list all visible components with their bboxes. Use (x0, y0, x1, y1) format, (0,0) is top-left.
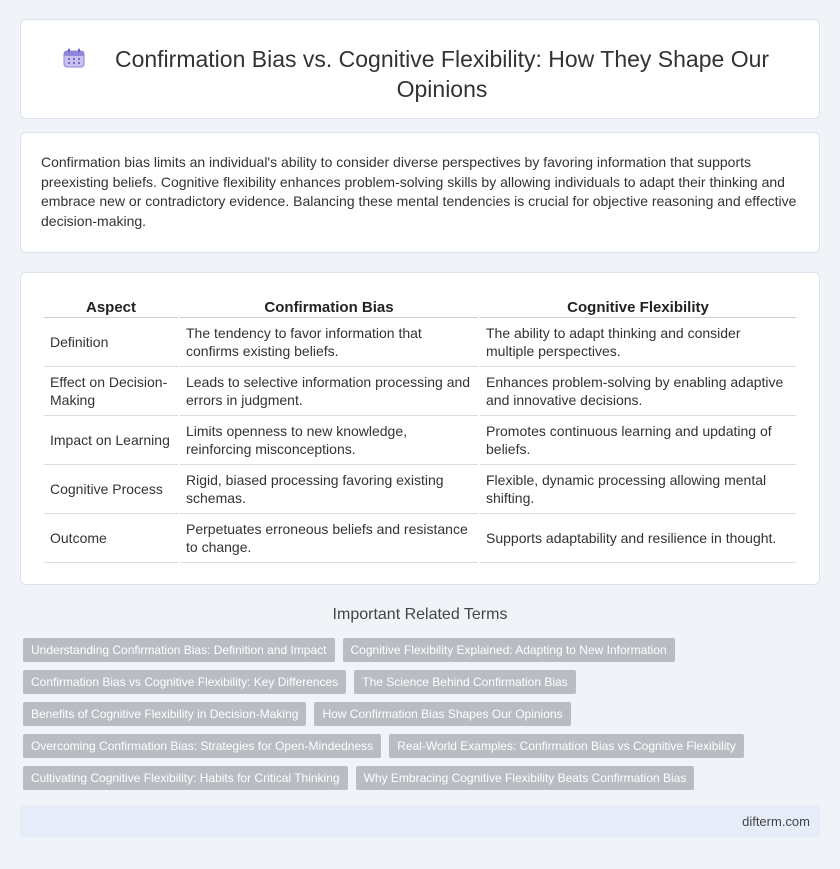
table-row (44, 514, 796, 563)
intro-card (20, 132, 820, 253)
cognitive-flexibility-cell: Enhances problem-solving by enabling adaptive and innovative decisions. (480, 367, 796, 416)
confirmation-bias-cell: Leads to selective information processing and errors in judgment. (180, 367, 478, 416)
related-term-link[interactable]: Why Embracing Cognitive Flexibility Beats Confirmation Bias (356, 766, 695, 790)
header-cognitive-flexibility: Cognitive Flexibility (480, 296, 796, 318)
aspect-cell: Impact on Learning (44, 416, 178, 465)
aspect-cell: Definition (44, 318, 178, 367)
cognitive-flexibility-cell: Supports adaptability and resilience in thought. (480, 514, 796, 563)
related-term-link[interactable]: Understanding Confirmation Bias: Definition and Impact (23, 638, 335, 662)
table-row (44, 416, 796, 465)
tag-row (23, 734, 783, 758)
table-row (44, 465, 796, 514)
page-title: Confirmation Bias vs. Cognitive Flexibility: How They Shape Our Opinions (114, 46, 770, 102)
confirmation-bias-cell: Rigid, biased processing favoring existing schemas. (180, 465, 478, 514)
title-card (20, 19, 820, 119)
tag-row (23, 670, 783, 694)
confirmation-bias-cell: Limits openness to new knowledge, reinforcing misconceptions. (180, 416, 478, 465)
aspect-cell: Outcome (44, 514, 178, 563)
related-term-link[interactable]: The Science Behind Confirmation Bias (354, 670, 575, 694)
tag-row (23, 766, 783, 790)
related-term-link[interactable]: Benefits of Cognitive Flexibility in Decision-Making (23, 702, 306, 726)
footer (20, 806, 820, 838)
cognitive-flexibility-cell: The ability to adapt thinking and consider multiple perspectives. (480, 318, 796, 367)
aspect-cell: Cognitive Process (44, 465, 178, 514)
header-aspect: Aspect (44, 296, 178, 318)
related-terms-list (23, 638, 783, 798)
table-header-row (44, 296, 796, 318)
footer-site-name[interactable]: difterm.com (742, 814, 810, 829)
related-term-link[interactable]: Real-World Examples: Confirmation Bias vs Cognitive Flexibility (389, 734, 744, 758)
table-row (44, 367, 796, 416)
comparison-card (20, 272, 820, 585)
comparison-table (42, 296, 798, 563)
related-term-link[interactable]: Overcoming Confirmation Bias: Strategies for Open-Mindedness (23, 734, 381, 758)
aspect-cell: Effect on Decision-Making (44, 367, 178, 416)
table-row (44, 318, 796, 367)
related-term-link[interactable]: How Confirmation Bias Shapes Our Opinions (314, 702, 570, 726)
header-confirmation-bias: Confirmation Bias (180, 296, 478, 318)
cognitive-flexibility-cell: Flexible, dynamic processing allowing mental shifting. (480, 465, 796, 514)
intro-paragraph: Confirmation bias limits an individual's ability to consider diverse perspectives by favoring information that supports preexisting beliefs. Cognitive flexibility enhances problem-solving skills by allowing individuals to adapt their thinking and embrace new or contradictory evidence. Balancing these mental tendencies is crucial for objective reasoning and effective decision-making. (41, 154, 797, 229)
confirmation-bias-cell: The tendency to favor information that confirms existing beliefs. (180, 318, 478, 367)
tag-row (23, 702, 783, 726)
related-term-link[interactable]: Cognitive Flexibility Explained: Adapting to New Information (343, 638, 675, 662)
tag-row (23, 638, 783, 662)
related-term-link[interactable]: Confirmation Bias vs Cognitive Flexibility: Key Differences (23, 670, 346, 694)
related-term-link[interactable]: Cultivating Cognitive Flexibility: Habits for Critical Thinking (23, 766, 348, 790)
cognitive-flexibility-cell: Promotes continuous learning and updating of beliefs. (480, 416, 796, 465)
confirmation-bias-cell: Perpetuates erroneous beliefs and resistance to change. (180, 514, 478, 563)
related-terms-heading: Important Related Terms (332, 606, 508, 623)
